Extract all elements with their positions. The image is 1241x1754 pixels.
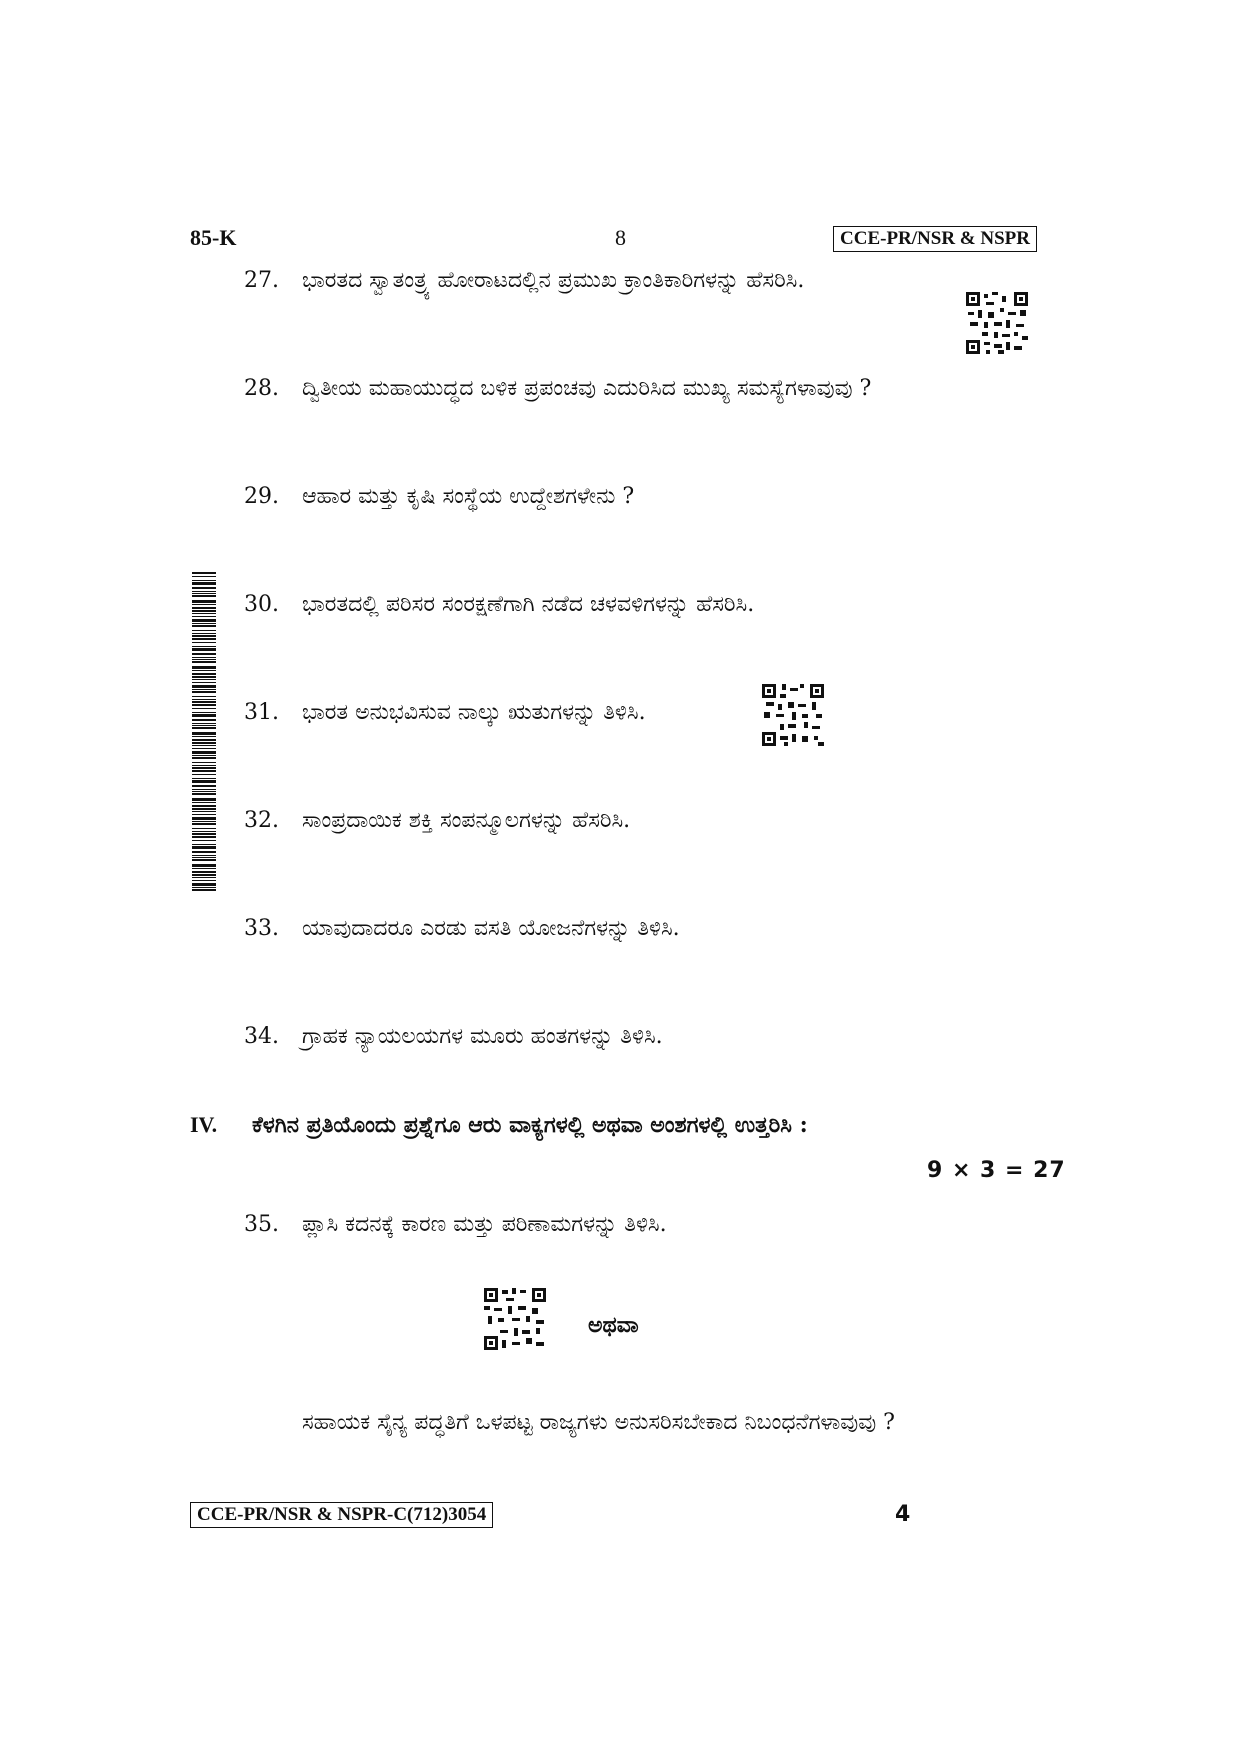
barcode-bar bbox=[192, 802, 216, 803]
question-text: ದ್ವಿತೀಯ ಮಹಾಯುದ್ಧದ ಬಳಿಕ ಪ್ರಪಂಚವು ಎದುರಿಸಿದ ಮುಖ್ಯ ಸಮಸ್ಯೆಗಳಾವುವು ? bbox=[302, 376, 872, 401]
qr-code-icon bbox=[484, 1288, 546, 1350]
question-number: 27. bbox=[244, 268, 279, 293]
barcode-bar bbox=[192, 582, 216, 585]
barcode-bar bbox=[192, 576, 216, 577]
qr-code-icon bbox=[966, 292, 1028, 354]
barcode-bar bbox=[192, 670, 216, 671]
barcode-bar bbox=[192, 765, 216, 766]
barcode-bar bbox=[192, 808, 216, 810]
barcode-bar bbox=[192, 587, 216, 589]
page-number: 8 bbox=[615, 225, 626, 250]
barcode-bar bbox=[192, 604, 216, 605]
barcode-bar bbox=[192, 725, 216, 726]
section-marks: 9 × 3 = 27 bbox=[927, 1158, 1066, 1183]
barcode-bar bbox=[192, 887, 216, 888]
barcode-bar bbox=[192, 727, 216, 729]
barcode-bar bbox=[192, 623, 216, 624]
barcode-bar bbox=[192, 831, 216, 832]
question-text: ಯಾವುದಾದರೂ ಎರಡು ವಸತಿ ಯೋಜನೆಗಳನ್ನು ತಿಳಿಸಿ. bbox=[302, 916, 680, 941]
barcode-bar bbox=[192, 708, 216, 709]
barcode-bar bbox=[192, 874, 216, 876]
barcode-bar bbox=[192, 828, 216, 829]
barcode-bar bbox=[192, 739, 216, 741]
question-34 bbox=[244, 1024, 663, 1049]
question-text: ಪ್ಲಾಸಿ ಕದನಕ್ಕೆ ಕಾರಣ ಮತ್ತು ಪರಿಣಾಮಗಳನ್ನು ತಿಳಿಸಿ. bbox=[302, 1212, 667, 1237]
barcode-bar bbox=[192, 774, 216, 775]
barcode-bar bbox=[192, 748, 216, 749]
barcode-bar bbox=[192, 648, 216, 651]
barcode-bar bbox=[192, 814, 216, 815]
barcode-bar bbox=[192, 580, 216, 581]
question-29 bbox=[244, 484, 634, 509]
question-number: 29. bbox=[244, 484, 279, 509]
barcode-bar bbox=[192, 704, 216, 706]
barcode-bar bbox=[192, 883, 216, 886]
question-text: ಗ್ರಾಹಕ ನ್ಯಾಯಲಯಗಳ ಮೂರು ಹಂತಗಳನ್ನು ತಿಳಿಸಿ. bbox=[302, 1024, 663, 1049]
barcode-bar bbox=[192, 751, 216, 754]
question-number: 34. bbox=[244, 1024, 279, 1049]
question-number: 32. bbox=[244, 808, 279, 833]
barcode-bar bbox=[192, 595, 216, 597]
barcode-bar bbox=[192, 689, 216, 690]
section-instruction: ಕೆಳಗಿನ ಪ್ರತಿಯೊಂದು ಪ್ರಶ್ನೆಗೂ ಆರು ವಾಕ್ಯಗಳಲ್ಲಿ ಅಥವಾ ಅಂಶಗಳಲ್ಲಿ ಉತ್ತರಿಸಿ : bbox=[252, 1112, 808, 1138]
barcode-bar bbox=[192, 770, 216, 772]
barcode-bar bbox=[192, 712, 216, 713]
barcode-bar bbox=[192, 780, 216, 783]
barcode-bar bbox=[192, 630, 216, 631]
barcode-bar bbox=[192, 846, 216, 849]
barcode-bar bbox=[192, 673, 216, 675]
barcode-bar bbox=[192, 653, 216, 655]
question-28 bbox=[244, 376, 871, 401]
barcode-bar bbox=[192, 701, 216, 703]
barcode-bar bbox=[192, 591, 216, 592]
barcode-bar bbox=[192, 682, 216, 683]
question-33 bbox=[244, 916, 680, 941]
qr-code-icon bbox=[762, 684, 824, 746]
barcode-bar bbox=[192, 844, 216, 845]
barcode-icon bbox=[192, 572, 216, 892]
barcode-bar bbox=[192, 877, 216, 878]
question-31 bbox=[244, 700, 646, 725]
question-number: 28. bbox=[244, 376, 279, 401]
barcode-bar bbox=[192, 642, 216, 643]
barcode-bar bbox=[192, 666, 216, 669]
barcode-bar bbox=[192, 811, 216, 812]
barcode-bar bbox=[192, 889, 216, 891]
barcode-bar bbox=[192, 762, 216, 763]
section-heading bbox=[190, 1112, 808, 1138]
question-number: 33. bbox=[244, 916, 279, 941]
barcode-bar bbox=[192, 732, 216, 735]
barcode-bar bbox=[192, 757, 216, 759]
footer-code-box: CCE-PR/NSR & NSPR-C(712)3054 bbox=[190, 1502, 493, 1528]
barcode-bar bbox=[192, 767, 216, 769]
barcode-bar bbox=[192, 719, 216, 721]
barcode-bar bbox=[192, 793, 216, 795]
footer-page-number: 4 bbox=[895, 1502, 911, 1527]
barcode-bar bbox=[192, 778, 216, 779]
barcode-bar bbox=[192, 657, 216, 658]
barcode-bar bbox=[192, 836, 216, 838]
or-label: ಅಥವಾ bbox=[588, 1312, 639, 1338]
barcode-bar bbox=[192, 864, 216, 867]
question-text: ಭಾರತದಲ್ಲಿ ಪರಿಸರ ಸಂರಕ್ಷಣೆಗಾಗಿ ನಡೆದ ಚಳವಳಿಗಳನ್ನು ಹೆಸರಿಸಿ. bbox=[302, 592, 755, 617]
barcode-bar bbox=[192, 880, 216, 881]
question-number: 31. bbox=[244, 700, 279, 725]
barcode-bar bbox=[192, 616, 216, 617]
barcode-bar bbox=[192, 821, 216, 822]
barcode-bar bbox=[192, 855, 216, 856]
barcode-bar bbox=[192, 610, 216, 612]
barcode-bar bbox=[192, 635, 216, 637]
barcode-bar bbox=[192, 798, 216, 801]
barcode-bar bbox=[192, 691, 216, 693]
barcode-bar bbox=[192, 619, 216, 622]
barcode-bar bbox=[192, 791, 216, 792]
barcode-bar bbox=[192, 833, 216, 835]
barcode-bar bbox=[192, 633, 216, 634]
barcode-bar bbox=[192, 871, 216, 873]
question-32 bbox=[244, 808, 630, 833]
barcode-bar bbox=[192, 736, 216, 737]
barcode-bar bbox=[192, 851, 216, 853]
barcode-bar bbox=[192, 823, 216, 825]
barcode-bar bbox=[192, 607, 216, 609]
barcode-bar bbox=[192, 745, 216, 746]
question-30 bbox=[244, 592, 754, 617]
barcode-bar bbox=[192, 785, 216, 787]
barcode-bar bbox=[192, 714, 216, 717]
barcode-bar bbox=[192, 659, 216, 660]
barcode-bar bbox=[192, 857, 216, 858]
barcode-bar bbox=[192, 817, 216, 820]
barcode-bar bbox=[192, 593, 216, 594]
barcode-bar bbox=[192, 685, 216, 688]
question-text: ಆಹಾರ ಮತ್ತು ಕೃಷಿ ಸಂಸ್ಥೆಯ ಉದ್ದೇಶಗಳೇನು ? bbox=[302, 484, 635, 509]
barcode-bar bbox=[192, 742, 216, 744]
subject-code: 85-K bbox=[190, 225, 237, 250]
barcode-bar bbox=[192, 859, 216, 861]
question-number: 35. bbox=[244, 1212, 279, 1237]
barcode-bar bbox=[192, 679, 216, 680]
barcode-bar bbox=[192, 755, 216, 756]
barcode-bar bbox=[192, 676, 216, 678]
barcode-bar bbox=[192, 699, 216, 700]
barcode-bar bbox=[192, 600, 216, 603]
barcode-bar bbox=[192, 789, 216, 790]
question-text: ಭಾರತ ಅನುಭವಿಸುವ ನಾಲ್ಕು ಋತುಗಳನ್ನು ತಿಳಿಸಿ. bbox=[302, 700, 646, 725]
barcode-bar bbox=[192, 696, 216, 697]
barcode-bar bbox=[192, 661, 216, 663]
barcode-bar bbox=[192, 572, 216, 574]
exam-code-box: CCE-PR/NSR & NSPR bbox=[833, 226, 1037, 252]
barcode-bar bbox=[192, 625, 216, 627]
section-roman: IV. bbox=[190, 1112, 218, 1137]
question-text: ಸಾಂಪ್ರದಾಯಿಕ ಶಕ್ತಿ ಸಂಪನ್ಮೂಲಗಳನ್ನು ಹೆಸರಿಸಿ. bbox=[302, 808, 631, 833]
barcode-bar bbox=[192, 868, 216, 869]
barcode-bar bbox=[192, 723, 216, 724]
question-35 bbox=[244, 1212, 667, 1237]
barcode-bar bbox=[192, 646, 216, 647]
barcode-bar bbox=[192, 805, 216, 807]
barcode-bar bbox=[192, 613, 216, 614]
alternative-question: ಸಹಾಯಕ ಸೈನ್ಯ ಪದ್ಧತಿಗೆ ಒಳಪಟ್ಟ ರಾಜ್ಯಗಳು ಅನುಸರಿಸಬೇಕಾದ ನಿಬಂಧನೆಗಳಾವುವು ? bbox=[302, 1410, 895, 1435]
question-text: ಭಾರತದ ಸ್ವಾತಂತ್ರ್ಯ ಹೋರಾಟದಲ್ಲಿನ ಪ್ರಮುಖ ಕ್ರಾಂತಿಕಾರಿಗಳನ್ನು ಹೆಸರಿಸಿ. bbox=[302, 268, 805, 293]
question-27 bbox=[244, 268, 804, 293]
barcode-bar bbox=[192, 638, 216, 640]
question-number: 30. bbox=[244, 592, 279, 617]
barcode-bar bbox=[192, 840, 216, 841]
